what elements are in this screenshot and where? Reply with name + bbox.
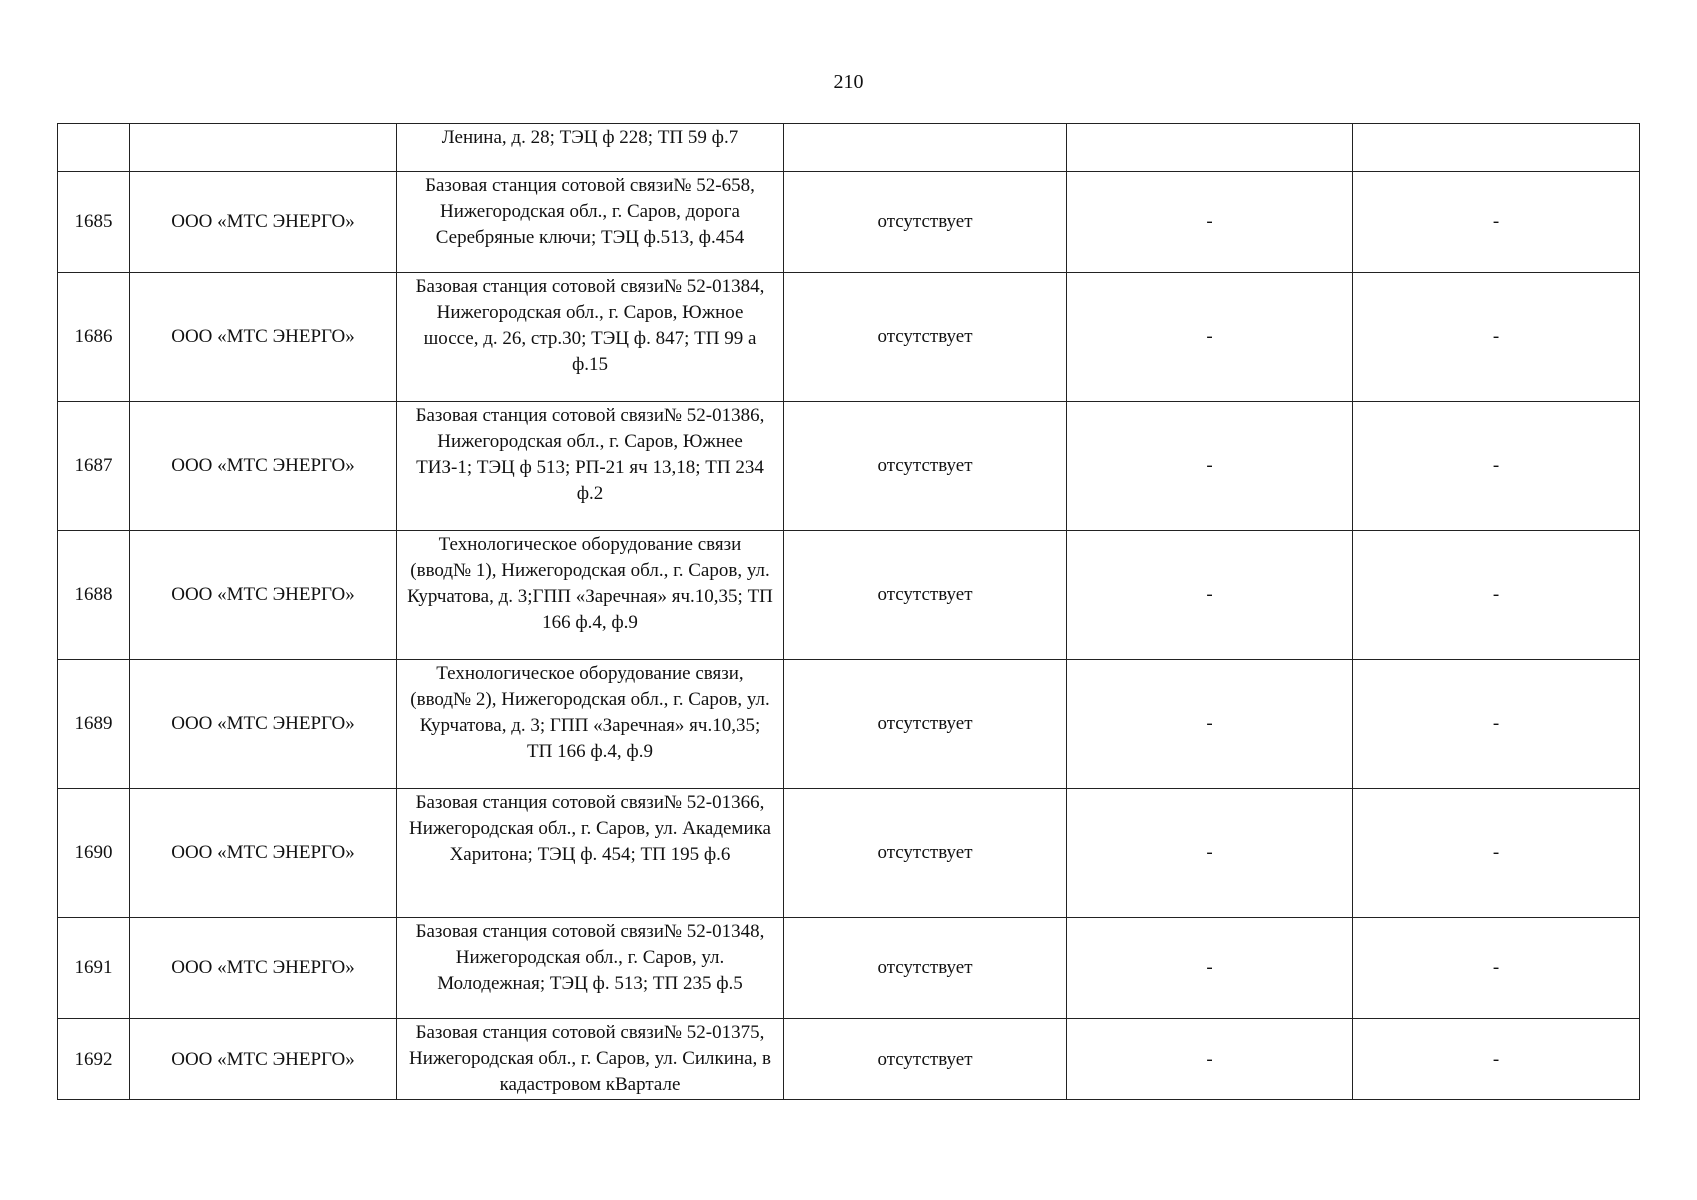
object-description-cell: Ленина, д. 28; ТЭЦ ф 228; ТП 59 ф.7 bbox=[397, 124, 784, 172]
object-description-cell: Базовая станция сотовой связи№ 52-01348, Нижегородская обл., г. Саров, ул. Молодежная; ТЭЦ ф. 513; ТП 235 ф.5 bbox=[397, 918, 784, 1019]
status-cell: отсутствует bbox=[784, 789, 1067, 918]
table-row bbox=[58, 124, 1640, 172]
row-number: 1689 bbox=[58, 660, 130, 789]
registry-table bbox=[57, 123, 1640, 1100]
value-cell: - bbox=[1067, 1019, 1353, 1100]
organization-cell: ООО «МТС ЭНЕРГО» bbox=[130, 172, 397, 273]
organization-cell: ООО «МТС ЭНЕРГО» bbox=[130, 660, 397, 789]
table-row bbox=[58, 531, 1640, 660]
organization-cell: ООО «МТС ЭНЕРГО» bbox=[130, 918, 397, 1019]
object-description-cell: Базовая станция сотовой связи№ 52-658, Нижегородская обл., г. Саров, дорога Серебряные ключи; ТЭЦ ф.513, ф.454 bbox=[397, 172, 784, 273]
value-cell: - bbox=[1353, 531, 1640, 660]
organization-cell: ООО «МТС ЭНЕРГО» bbox=[130, 273, 397, 402]
organization-cell: ООО «МТС ЭНЕРГО» bbox=[130, 789, 397, 918]
row-number bbox=[58, 124, 130, 172]
value-cell: - bbox=[1067, 660, 1353, 789]
table-row bbox=[58, 789, 1640, 918]
object-description-cell: Технологическое оборудование связи, (ввод№ 2), Нижегородская обл., г. Саров, ул. Курчатова, д. 3; ГПП «Заречная» яч.10,35; ТП 166 ф.4, ф.9 bbox=[397, 660, 784, 789]
table-row bbox=[58, 660, 1640, 789]
value-cell bbox=[1067, 124, 1353, 172]
value-cell bbox=[1353, 124, 1640, 172]
value-cell: - bbox=[1353, 1019, 1640, 1100]
row-number: 1686 bbox=[58, 273, 130, 402]
table-row bbox=[58, 402, 1640, 531]
status-cell: отсутствует bbox=[784, 402, 1067, 531]
row-number: 1685 bbox=[58, 172, 130, 273]
row-number: 1687 bbox=[58, 402, 130, 531]
page-number: 210 bbox=[833, 71, 864, 93]
value-cell: - bbox=[1353, 273, 1640, 402]
row-number: 1690 bbox=[58, 789, 130, 918]
organization-cell: ООО «МТС ЭНЕРГО» bbox=[130, 531, 397, 660]
status-cell: отсутствует bbox=[784, 918, 1067, 1019]
value-cell: - bbox=[1353, 660, 1640, 789]
status-cell: отсутствует bbox=[784, 273, 1067, 402]
object-description-cell: Базовая станция сотовой связи№ 52-01384, Нижегородская обл., г. Саров, Южное шоссе, д. 26, стр.30; ТЭЦ ф. 847; ТП 99 а ф.15 bbox=[397, 273, 784, 402]
table-row bbox=[58, 273, 1640, 402]
table-row bbox=[58, 172, 1640, 273]
organization-cell bbox=[130, 124, 397, 172]
value-cell: - bbox=[1067, 531, 1353, 660]
organization-cell: ООО «МТС ЭНЕРГО» bbox=[130, 1019, 397, 1100]
value-cell: - bbox=[1067, 273, 1353, 402]
value-cell: - bbox=[1067, 918, 1353, 1019]
row-number: 1691 bbox=[58, 918, 130, 1019]
value-cell: - bbox=[1067, 789, 1353, 918]
status-cell: отсутствует bbox=[784, 1019, 1067, 1100]
organization-cell: ООО «МТС ЭНЕРГО» bbox=[130, 402, 397, 531]
object-description-cell: Базовая станция сотовой связи№ 52-01366, Нижегородская обл., г. Саров, ул. Академика Харитона; ТЭЦ ф. 454; ТП 195 ф.6 bbox=[397, 789, 784, 918]
value-cell: - bbox=[1353, 918, 1640, 1019]
value-cell: - bbox=[1353, 172, 1640, 273]
status-cell: отсутствует bbox=[784, 660, 1067, 789]
value-cell: - bbox=[1067, 402, 1353, 531]
value-cell: - bbox=[1353, 402, 1640, 531]
table-row bbox=[58, 1019, 1640, 1100]
status-cell bbox=[784, 124, 1067, 172]
object-description-cell: Технологическое оборудование связи (ввод№ 1), Нижегородская обл., г. Саров, ул. Курчатова, д. 3;ГПП «Заречная» яч.10,35; ТП 166 ф.4, ф.9 bbox=[397, 531, 784, 660]
object-description-cell: Базовая станция сотовой связи№ 52-01375, Нижегородская обл., г. Саров, ул. Силкина, в кадастровом кВартале bbox=[397, 1019, 784, 1100]
object-description-cell: Базовая станция сотовой связи№ 52-01386, Нижегородская обл., г. Саров, Южнее ТИЗ-1; ТЭЦ ф 513; РП-21 яч 13,18; ТП 234 ф.2 bbox=[397, 402, 784, 531]
status-cell: отсутствует bbox=[784, 172, 1067, 273]
table-row bbox=[58, 918, 1640, 1019]
status-cell: отсутствует bbox=[784, 531, 1067, 660]
row-number: 1688 bbox=[58, 531, 130, 660]
value-cell: - bbox=[1067, 172, 1353, 273]
value-cell: - bbox=[1353, 789, 1640, 918]
row-number: 1692 bbox=[58, 1019, 130, 1100]
